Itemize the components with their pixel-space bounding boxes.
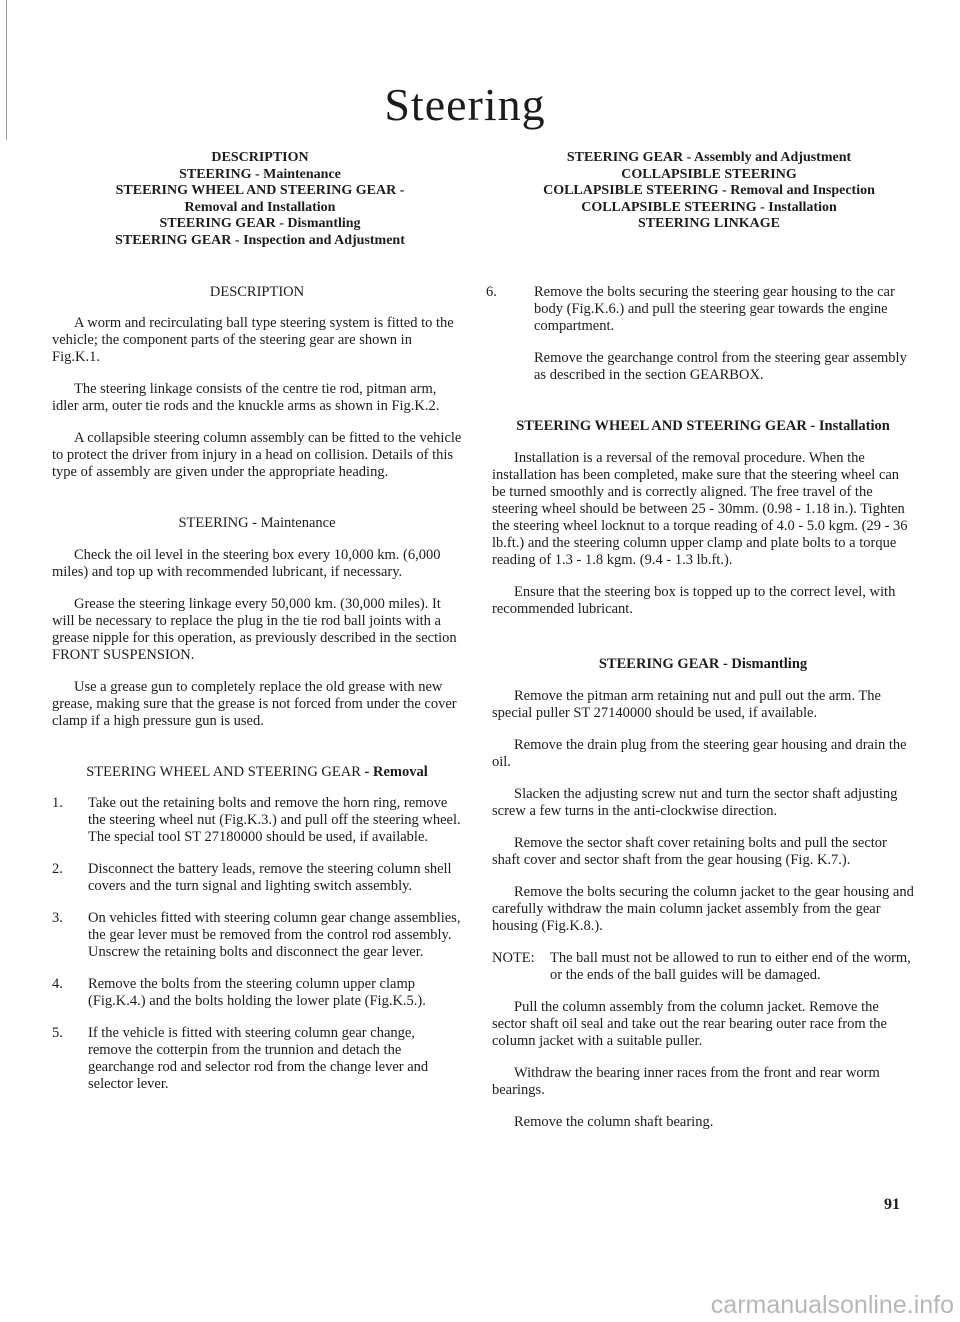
step-text: On vehicles fitted with steering column gear change assemblies, the gear lever must be removed from the control rod assembly. Unscrew the retaining bolts and disconnect the gear lever. [88,910,461,960]
step-text: Disconnect the battery leads, remove the steering column shell covers and the turn signal and lighting switch assembly. [88,861,452,894]
list-item [52,795,462,846]
watermark: carmanualsonline.info [710,1291,954,1319]
description-paragraph: A worm and recirculating ball type steering system is fitted to the vehicle; the component parts of the steering gear are shown in Fig.K.1. [52,315,454,365]
dismantling-paragraph: Remove the column shaft bearing. [514,1113,714,1130]
step-number: 3. [52,910,63,926]
removal-heading-main: STEERING WHEEL AND STEERING GEAR [86,764,361,780]
list-item [486,283,914,335]
removal-steps-continued [486,283,914,335]
dismantling-heading: STEERING GEAR - Dismantling [598,655,808,672]
toc-item: STEERING - Maintenance [179,166,341,182]
page-title: Steering [384,79,546,130]
toc-item: COLLAPSIBLE STEERING [621,166,797,182]
description-paragraph: The steering linkage consists of the centre tie rod, pitman arm, idler arm, outer tie rods and the knuckle arms as shown in Fig.K.2. [52,381,440,414]
description-heading: DESCRIPTION [209,284,305,300]
dismantling-paragraph: Remove the sector shaft cover retaining bolts and pull the sector shaft cover and sector shaft from the gear housing (Fig. K.7.). [492,834,887,868]
toc-item: STEERING GEAR - Assembly and Adjustment [566,150,852,165]
toc-item: STEERING GEAR - Inspection and Adjustment [115,232,405,248]
toc-item: STEERING LINKAGE [638,216,780,231]
dismantling-paragraph: Remove the bolts securing the column jacket to the gear housing and carefully withdraw the main column jacket assembly from the gear housing (Fig.K.8.). [492,883,914,934]
step-text: Take out the retaining bolts and remove the horn ring, remove the steering wheel nut (Fig.K.3.) and pull off the steering wheel. The special tool ST 27180000 should be used, if available. [88,795,461,845]
step-number: 2. [52,861,63,877]
description-paragraph: A collapsible steering column assembly can be fitted to the vehicle to protect the driver from injury in a head on collision. Details of this type of assembly are given under the appropriate heading. [52,430,462,480]
list-item [52,1025,462,1093]
maintenance-paragraph: Check the oil level in the steering box every 10,000 km. (6,000 miles) and top up with recommended lubricant, if necessary. [52,547,441,580]
maintenance-paragraph: Use a grease gun to completely replace the old grease with new grease, making sure that the grease is not forced from under the cover clamp if a high pressure gun is used. [52,679,457,729]
list-item [52,976,462,1010]
removal-extra-paragraph: Remove the gearchange control from the steering gear assembly as described in the section GEARBOX. [534,349,907,383]
step-text: If the vehicle is fitted with steering column gear change, remove the cotterpin from the trunnion and detach the gearchange rod and selector rod from the change lever and selector lever. [88,1025,429,1092]
installation-paragraph: Installation is a reversal of the removal procedure. When the installation has been completed, make sure that the steering wheel can be turned smoothly and is correctly aligned. The free travel of the steering wheel should be between 25 - 30mm. (0.98 - 1.18 in.). Tighten the steering wheel locknut to a torque reading of 4.0 - 5.0 kgm. (29 - 36 lb.ft.) and the steering column upper clamp and plate bolts to a torque reading of 1.3 - 1.8 kgm. (9.4 - 1.3 lb.ft.). [492,449,908,568]
note-text: The ball must not be allowed to run to either end of the worm, or the ends of the ball guides will be damaged. [550,949,911,983]
step-number: 5. [52,1025,63,1041]
installation-heading: STEERING WHEEL AND STEERING GEAR - Installation [516,417,890,434]
step-text: Remove the bolts securing the steering gear housing to the car body (Fig.K.6.) and pull the steering gear towards the engine compartment. [534,283,895,334]
toc-item: Removal and Installation [184,199,336,215]
removal-heading [52,764,462,781]
toc-item: COLLAPSIBLE STEERING - Removal and Inspection [543,183,875,198]
toc-item: DESCRIPTION [211,150,309,165]
left-column [52,150,462,1093]
dismantling-paragraph: Withdraw the bearing inner races from the front and rear worm bearings. [492,1064,880,1098]
list-item [52,861,462,895]
dismantling-paragraph: Slacken the adjusting screw nut and turn the sector shaft adjusting screw a few turns in the anti-clockwise direction. [492,785,898,819]
right-column [486,150,914,1131]
toc-item: COLLAPSIBLE STEERING - Installation [581,199,837,215]
removal-heading-sub: - Removal [364,764,428,780]
step-text: Remove the bolts from the steering column upper clamp (Fig.K.4.) and the bolts holding the lower plate (Fig.K.5.). [88,976,426,1009]
left-contents [58,150,462,249]
dismantling-paragraph: Remove the pitman arm retaining nut and pull out the arm. The special puller ST 27140000 should be used, if available. [492,687,881,721]
step-number: 4. [52,976,63,992]
dismantling-note [492,950,914,984]
maintenance-heading: STEERING - Maintenance [178,515,336,531]
list-item [52,910,462,961]
page-number: 91 [884,1196,900,1213]
maintenance-paragraph: Grease the steering linkage every 50,000 km. (30,000 miles). It will be necessary to replace the plug in the tie rod ball joints with a grease nipple for this operation, as previously described in the section FRONT SUSPENSION. [52,596,457,663]
toc-item: STEERING GEAR - Dismantling [159,216,361,231]
note-label: NOTE: [492,949,535,966]
toc-item: STEERING WHEEL AND STEERING GEAR - [115,183,405,198]
installation-paragraph: Ensure that the steering box is topped up to the correct level, with recommended lubricant. [492,583,896,617]
removal-steps [52,795,462,1093]
step-number: 1. [52,795,63,811]
right-contents [504,150,914,233]
step-number: 6. [486,283,497,300]
dismantling-paragraph: Pull the column assembly from the column jacket. Remove the sector shaft oil seal and take out the rear bearing outer race from the column jacket with a suitable puller. [492,998,887,1049]
dismantling-paragraph: Remove the drain plug from the steering gear housing and drain the oil. [492,736,907,770]
